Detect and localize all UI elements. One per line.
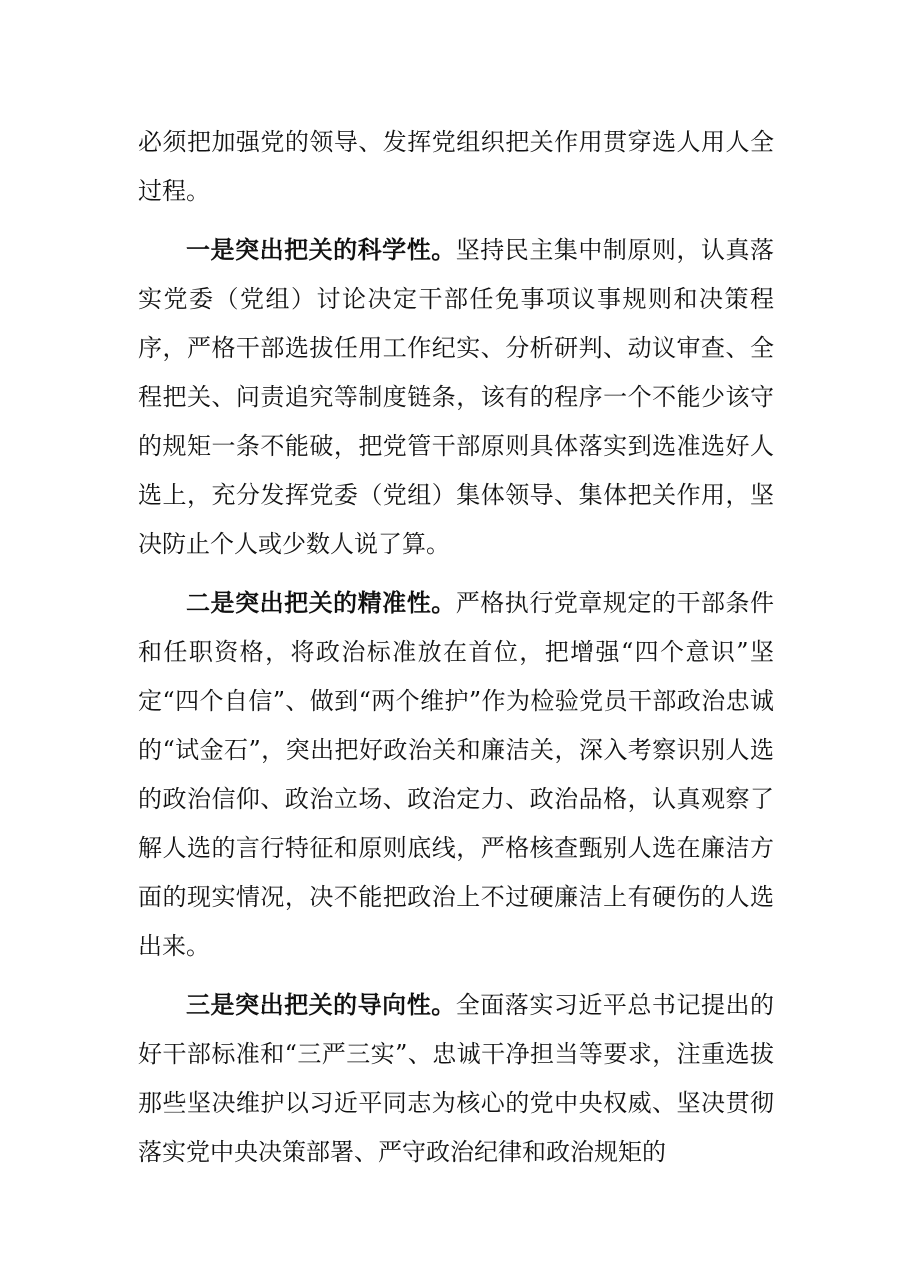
- paragraph-heading: 二是突出把关的精准性。: [186, 589, 456, 617]
- document-body: [138, 118, 774, 1177]
- paragraph-text: 必须把加强党的领导、发挥党组织把关作用贯穿选人用人全过程。: [138, 128, 774, 205]
- paragraph-precision: [138, 579, 774, 971]
- paragraph-continuation: [138, 118, 774, 216]
- paragraph-heading: 一是突出把关的科学性。: [186, 236, 456, 264]
- paragraph-orientation: [138, 981, 774, 1177]
- paragraph-heading: 三是突出把关的导向性。: [186, 991, 456, 1019]
- paragraph-text: 全面落实习近平总书记提出的好干部标准和“三严三实”、忠诚干净担当等要求，注重选拔那些坚决维护以习近平同志为核心的党中央权威、坚决贯彻落实党中央决策部署、严守政治纪律和政治规矩的: [138, 991, 775, 1166]
- paragraph-text: 坚持民主集中制原则，认真落实党委（党组）讨论决定干部任免事项议事规则和决策程序，严格干部选拔任用工作纪实、分析研判、动议审查、全程把关、问责追究等制度链条，该有的程序一个不能少该守的规矩一条不能破，把党管干部原则具体落实到选准选好人选上，充分发挥党委（党组）集体领导、集体把关作用，坚决防止个人或少数人说了算。: [138, 236, 775, 558]
- paragraph-text: 严格执行党章规定的干部条件和任职资格，将政治标准放在首位，把增强“四个意识”坚定“四个自信”、做到“两个维护”作为检验党员干部政治忠诚的“试金石”，突出把好政治关和廉洁关，深入考察识别人选的政治信仰、政治立场、政治定力、政治品格，认真观察了解人选的言行特征和原则底线，严格核查甄别人选在廉洁方面的现实情况，决不能把政治上不过硬廉洁上有硬伤的人选出来。: [138, 589, 775, 960]
- paragraph-scientific: [138, 226, 774, 569]
